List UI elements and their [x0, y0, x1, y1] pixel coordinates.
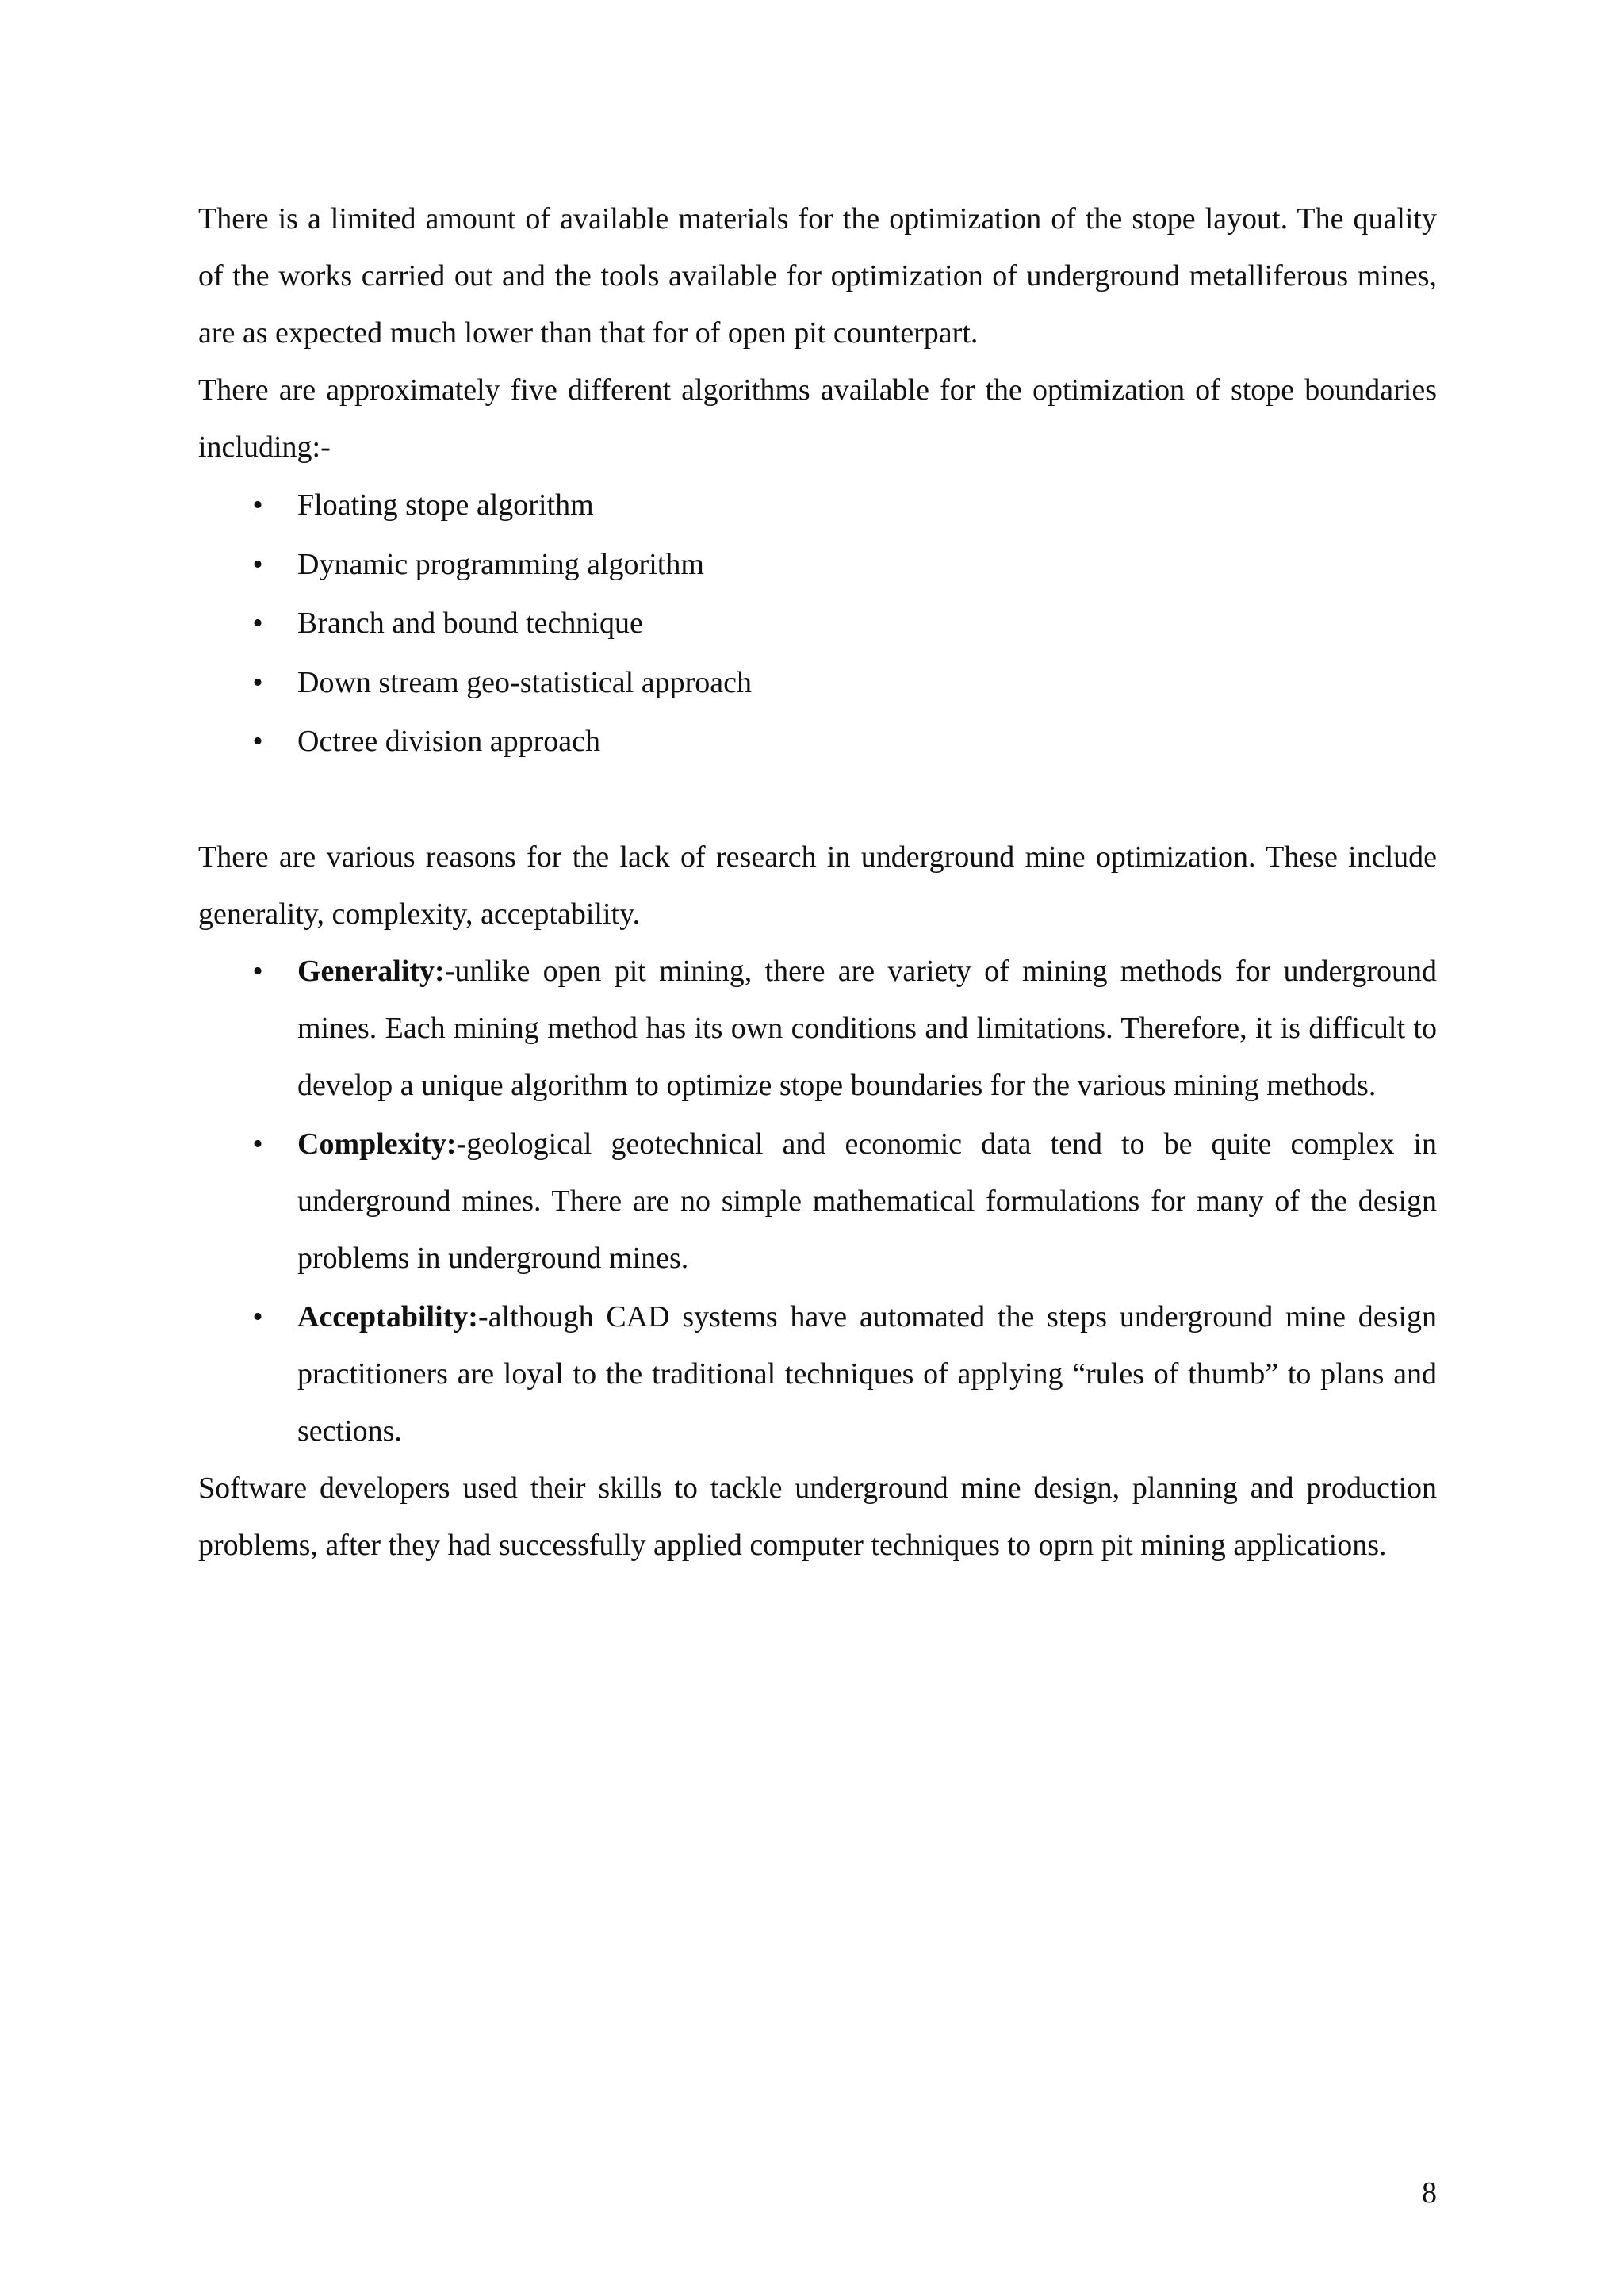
- list-item-complexity: [198, 1115, 1437, 1287]
- paragraph-intro-1: There is a limited amount of available materials for the optimization of the stope layout. The quality of the works carried out and the tools available for optimization of underground metalliferous mines, are as expected much lower than that for of open pit counterpart.: [198, 202, 1437, 350]
- reason-text: geological geotechnical and economic data tend to be quite complex in underground mines. There are no simple mathematical formulations for many of the design problems in underground mines.: [297, 1127, 1437, 1275]
- reason-term: Complexity:-: [297, 1127, 467, 1161]
- reason-text: unlike open pit mining, there are variety of mining methods for underground mines. Each mining method has its own conditions and limitations. Therefore, it is difficult to develop a unique algorithm to optimize stope boundaries for the various mining methods.: [297, 954, 1437, 1102]
- document-body: [198, 190, 1437, 1574]
- list-item-text: Floating stope algorithm: [297, 488, 594, 522]
- bullet-icon: •: [252, 725, 263, 758]
- bullet-icon: •: [252, 665, 263, 699]
- list-item-acceptability: [198, 1288, 1437, 1460]
- list-item: [198, 712, 1437, 771]
- bullet-icon: •: [252, 1299, 263, 1334]
- reason-term: Generality:-: [297, 954, 455, 988]
- bullet-icon: •: [252, 607, 263, 640]
- list-item-generality: [198, 943, 1437, 1114]
- bullet-icon: •: [252, 547, 263, 581]
- algorithm-list: [198, 476, 1437, 771]
- bullet-icon: •: [252, 954, 263, 988]
- list-item: [198, 476, 1437, 535]
- bullet-icon: •: [252, 488, 263, 522]
- bullet-icon: •: [252, 1127, 263, 1161]
- paragraph-intro-2: There are approximately five different algorithms available for the optimization of stope boundaries including:-: [198, 373, 1437, 464]
- reason-text: although CAD systems have automated the steps underground mine design practitioners are loyal to the traditional techniques of applying “rules of thumb” to plans and sections.: [297, 1299, 1437, 1448]
- paragraph-reasons-intro: There are various reasons for the lack of research in underground mine optimization. These include generality, complexity, acceptability.: [198, 840, 1437, 931]
- list-item-text: Branch and bound technique: [297, 607, 643, 640]
- list-item-text: Down stream geo-statistical approach: [297, 665, 752, 699]
- list-item: [198, 594, 1437, 653]
- reason-list: [198, 943, 1437, 1460]
- list-item: [198, 535, 1437, 595]
- page-number: 8: [1422, 2176, 1437, 2210]
- list-item: [198, 653, 1437, 713]
- paragraph-conclusion: Software developers used their skills to tackle underground mine design, planning and production problems, after they had successfully applied computer techniques to oprn pit mining applications.: [198, 1471, 1437, 1562]
- list-item-text: Octree division approach: [297, 725, 600, 758]
- reason-term: Acceptability:-: [297, 1299, 488, 1334]
- list-item-text: Dynamic programming algorithm: [297, 547, 704, 581]
